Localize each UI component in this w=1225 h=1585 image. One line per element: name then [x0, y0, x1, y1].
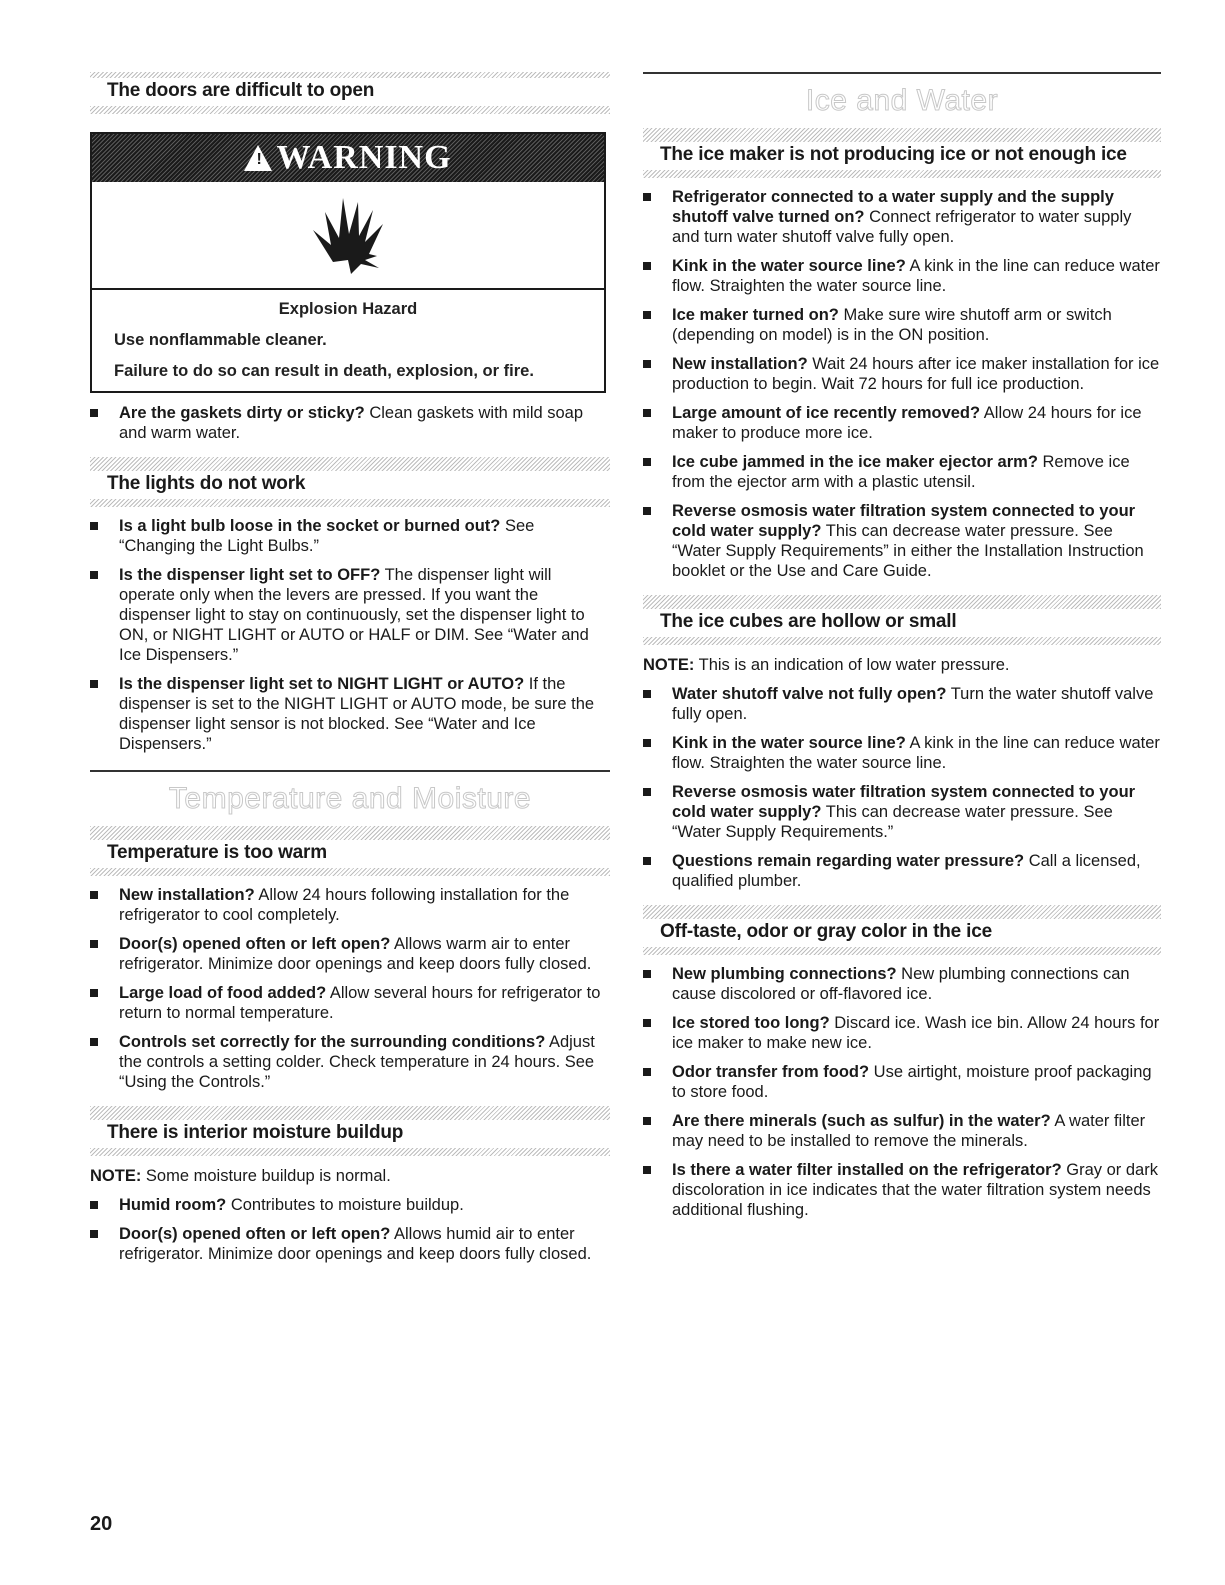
explosion-symbol-area: [92, 182, 604, 290]
moisture-heading: There is interior moisture buildup: [107, 1122, 404, 1143]
lights-heading-block: [90, 457, 610, 507]
doors-heading-block: [90, 72, 610, 114]
list-item: Humid room? Contributes to moisture buildup.: [90, 1195, 610, 1215]
icemaker-list: [643, 187, 1161, 581]
taste-heading-block: [643, 905, 1161, 955]
lights-list: [90, 516, 610, 754]
list-item: Are the gaskets dirty or sticky? Clean gaskets with mild soap and warm water.: [90, 403, 610, 443]
hollow-list: [643, 684, 1161, 891]
taste-list: [643, 964, 1161, 1220]
hollow-heading: The ice cubes are hollow or small: [660, 611, 957, 632]
ice-water-section-title: Ice and Water: [805, 84, 999, 117]
list-item: Door(s) opened often or left open? Allows humid air to enter refrigerator. Minimize door openings and keep doors fully closed.: [90, 1224, 610, 1264]
list-item: Ice stored too long? Discard ice. Wash ice bin. Allow 24 hours for ice maker to make new ice.: [643, 1013, 1161, 1053]
icemaker-heading: The ice maker is not producing ice or not enough ice: [660, 144, 1127, 165]
list-item: Large load of food added? Allow several hours for refrigerator to return to normal temperature.: [90, 983, 610, 1023]
list-item: Odor transfer from food? Use airtight, moisture proof packaging to store food.: [643, 1062, 1161, 1102]
page-number: 20: [90, 1513, 113, 1535]
moisture-heading-block: [90, 1106, 610, 1156]
list-item: Is there a water filter installed on the refrigerator? Gray or dark discoloration in ice indicates that the water filtration system needs additional flushing.: [643, 1160, 1161, 1220]
hollow-heading-block: [643, 595, 1161, 645]
warning-box: [90, 132, 606, 393]
ice-water-section-band: [643, 72, 1161, 128]
right-column: [643, 0, 1161, 1220]
taste-heading: Off-taste, odor or gray color in the ice: [660, 921, 992, 942]
list-item: Reverse osmosis water filtration system connected to your cold water supply? This can decrease water pressure. See “Water Supply Requirements.”: [643, 782, 1161, 842]
list-item: Door(s) opened often or left open? Allows warm air to enter refrigerator. Minimize door openings and keep doors fully closed.: [90, 934, 610, 974]
warning-line-2: Failure to do so can result in death, explosion, or fire.: [114, 362, 534, 380]
list-item: Large amount of ice recently removed? Allow 24 hours for ice maker to produce more ice.: [643, 403, 1161, 443]
doors-list: [90, 403, 610, 443]
list-item: New plumbing connections? New plumbing connections can cause discolored or off-flavored ice.: [643, 964, 1161, 1004]
list-item: New installation? Allow 24 hours following installation for the refrigerator to cool completely.: [90, 885, 610, 925]
list-item: Refrigerator connected to a water supply and the supply shutoff valve turned on? Connect refrigerator to water supply and turn water shutoff valve fully open.: [643, 187, 1161, 247]
list-item: Ice cube jammed in the ice maker ejector arm? Remove ice from the ejector arm with a plastic utensil.: [643, 452, 1161, 492]
list-item: Is the dispenser light set to OFF? The dispenser light will operate only when the levers are pressed. If you want the dispenser light to stay on continuously, set the dispenser light to ON, or NIGHT LIGHT or AUTO or HALF or DIM. See “Water and Ice Dispensers.”: [90, 565, 610, 665]
list-item: Kink in the water source line? A kink in the line can reduce water flow. Straighten the water source line.: [643, 733, 1161, 773]
temp-heading-block: [90, 826, 610, 876]
temperature-section-band: [90, 770, 610, 826]
temperature-section-title: Temperature and Moisture: [168, 782, 532, 815]
warning-triangle-icon: !: [244, 145, 272, 171]
hollow-note: NOTE: This is an indication of low water pressure.: [643, 656, 1010, 674]
list-item: Is a light bulb loose in the socket or burned out? See “Changing the Light Bulbs.”: [90, 516, 610, 556]
list-item: Is the dispenser light set to NIGHT LIGHT or AUTO? If the dispenser is set to the NIGHT LIGHT or AUTO mode, be sure the dispenser light sensor is not blocked. See “Water and Ice Dispensers.”: [90, 674, 610, 754]
doors-heading: The doors are difficult to open: [107, 80, 375, 101]
temp-heading: Temperature is too warm: [107, 842, 327, 863]
moisture-note: NOTE: Some moisture buildup is normal.: [90, 1167, 391, 1185]
warning-hazard: Explosion Hazard: [278, 300, 418, 318]
list-item: Are there minerals (such as sulfur) in the water? A water filter may need to be installed to remove the minerals.: [643, 1111, 1161, 1151]
list-item: Controls set correctly for the surrounding conditions? Adjust the controls a setting colder. Check temperature in 24 hours. See “Using the Controls.”: [90, 1032, 610, 1092]
warning-title: WARNING: [276, 139, 452, 176]
list-item: Questions remain regarding water pressure? Call a licensed, qualified plumber.: [643, 851, 1161, 891]
list-item: New installation? Wait 24 hours after ice maker installation for ice production to begin. Wait 72 hours for full ice production.: [643, 354, 1161, 394]
list-item: Ice maker turned on? Make sure wire shutoff arm or switch (depending on model) is in the ON position.: [643, 305, 1161, 345]
icemaker-heading-block: [643, 128, 1161, 178]
left-column: [90, 0, 610, 1264]
temp-list: [90, 885, 610, 1092]
list-item: Kink in the water source line? A kink in the line can reduce water flow. Straighten the water source line.: [643, 256, 1161, 296]
list-item: Reverse osmosis water filtration system connected to your cold water supply? This can decrease water pressure. See “Water Supply Requirements” in either the Installation Instruction booklet or the Use and Care Guide.: [643, 501, 1161, 581]
lights-heading: The lights do not work: [107, 473, 306, 494]
list-item: Water shutoff valve not fully open? Turn the water shutoff valve fully open.: [643, 684, 1161, 724]
explosion-icon: [303, 190, 393, 280]
moisture-list: [90, 1195, 610, 1264]
warning-header: [92, 134, 604, 182]
warning-text: [92, 290, 604, 391]
warning-line-1: Use nonflammable cleaner.: [114, 331, 327, 349]
